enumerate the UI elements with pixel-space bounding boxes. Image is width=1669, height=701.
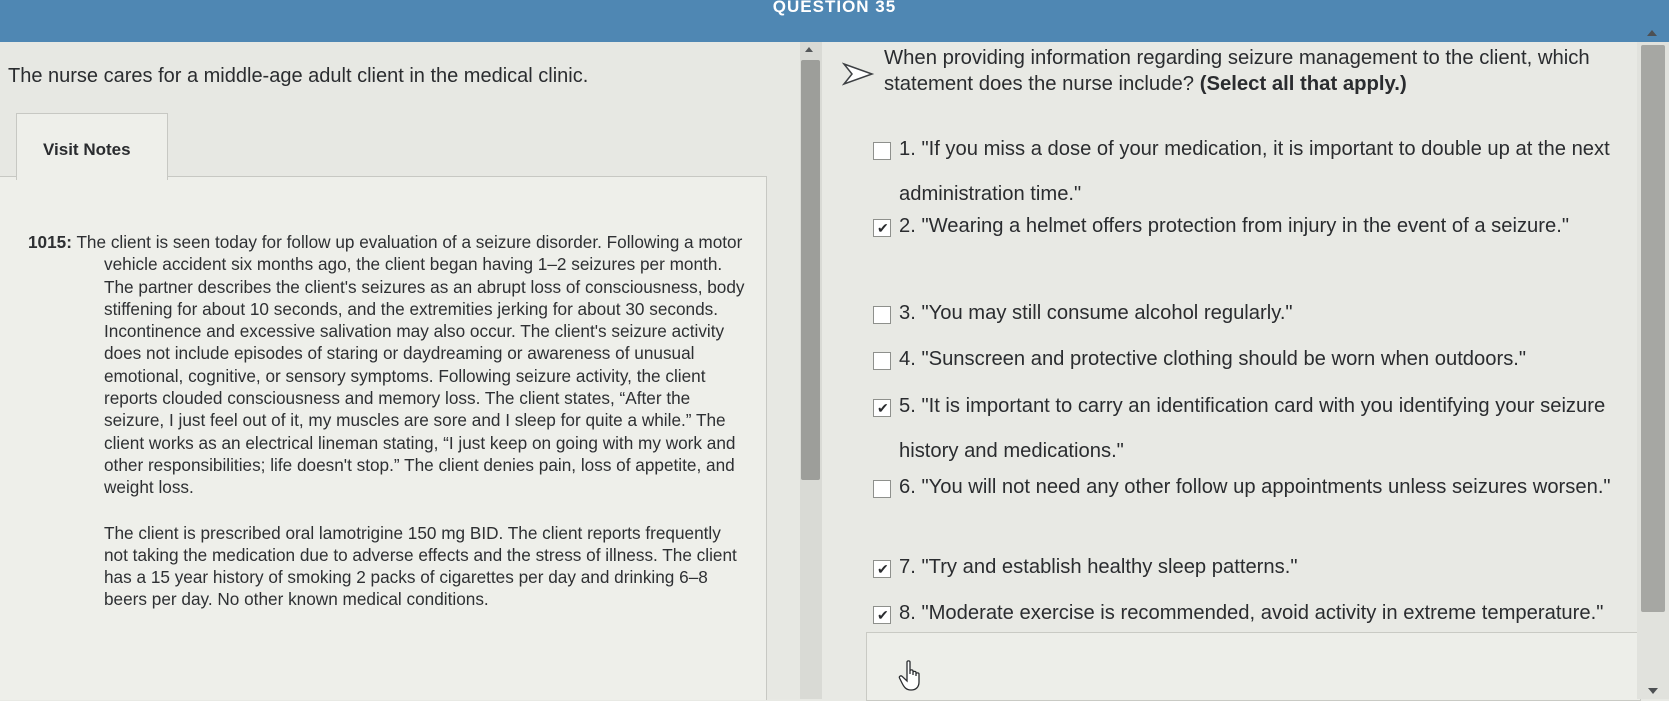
right-scrollbar-thumb[interactable] [1641,45,1665,612]
answer-option-text: 5. "It is important to carry an identification card with you identifying your seizure history and medications." [899,395,1606,462]
answer-option-text: 7. "Try and establish healthy sleep patterns." [899,556,1298,578]
answer-checkbox-1[interactable] [873,142,891,160]
checkmark-icon: ✔ [877,220,889,236]
answer-checkbox-5[interactable] [873,399,891,417]
right-scroll-down-icon[interactable] [1648,688,1658,694]
visit-notes-panel [0,176,767,700]
note-paragraph-2: The client is prescribed oral lamotrigine 150 mg BID. The client reports frequently not taking the medication due to adverse effects and the stress of illness. The client has a 15 year history of smoking 2 packs of cigarettes per day and drinking 6–8 beers per day. No other known medical conditions. [104,522,737,610]
pane-divider-arrow-icon [842,60,878,88]
note-paragraph-1-text: The client is seen today for follow up evaluation of a seizure disorder. Following a motor vehicle accident six months ago, the client began having 1–2 seizures per month. The partner describes the client's seizures as an abrupt loss of consciousness, body stiffening for about 10 seconds, and the extremities jerking for about 30 seconds. Incontinence and excessive salivation may also occur. The client's seizure activity does not include episodes of staring or daydreaming or awareness of unusual emotional, cognitive, or sensory symptoms. Following seizure activity, the client reports clouded consciousness and memory loss. The client states, “After the seizure, I just feel out of it, my muscles are sore and I sleep for quite a while.” The client works as an electrical lineman stating, “I just keep on going with my work and other responsibilities; life doesn't stop.” The client denies pain, loss of appetite, and weight loss. [76,232,745,498]
answer-option-text: 4. "Sunscreen and protective clothing should be worn when outdoors." [899,348,1527,370]
answer-checkbox-6[interactable] [873,480,891,498]
question-header-bar [0,0,1669,42]
answer-checkbox-3[interactable] [873,306,891,324]
answer-option-text: 8. "Moderate exercise is recommended, avoid activity in extreme temperature." [899,602,1604,624]
answer-option-text: 2. "Wearing a helmet offers protection from injury in the event of a seizure." [899,215,1570,237]
question-prompt-emphasis: (Select all that apply.) [1199,73,1407,95]
tab-visit-notes-label: Visit Notes [43,140,131,159]
case-intro-text: The nurse cares for a middle-age adult client in the medical clinic. [8,65,589,87]
hand-cursor-icon [898,660,924,692]
answer-option-text: 3. "You may still consume alcohol regularly." [899,302,1293,324]
tab-visit-notes[interactable] [16,113,168,180]
answer-checkbox-8[interactable] [873,606,891,624]
option-hover-highlight [866,632,1641,701]
checkmark-icon: ✔ [877,400,889,416]
question-title: QUESTION 35 [772,0,897,16]
answer-option-text: 6. "You will not need any other follow up appointments unless seizures worsen." [899,476,1611,498]
question-prompt [884,45,1624,97]
left-scroll-up-icon[interactable] [805,47,813,52]
answer-checkbox-7[interactable] [873,560,891,578]
left-scrollbar-thumb[interactable] [801,60,820,480]
answer-checkbox-2[interactable] [873,219,891,237]
answer-option-text: 1. "If you miss a dose of your medication, it is important to double up at the next administration time." [899,138,1610,205]
question-prompt-text: When providing information regarding seizure management to the client, which statement does the nurse include? [884,47,1590,95]
right-scroll-up-icon[interactable] [1647,30,1657,36]
note-paragraph-1 [28,231,748,499]
answer-checkbox-4[interactable] [873,352,891,370]
visit-note-content [28,231,748,611]
checkmark-icon: ✔ [877,561,889,577]
checkmark-icon: ✔ [877,607,889,623]
note-timestamp: 1015: [28,232,72,252]
